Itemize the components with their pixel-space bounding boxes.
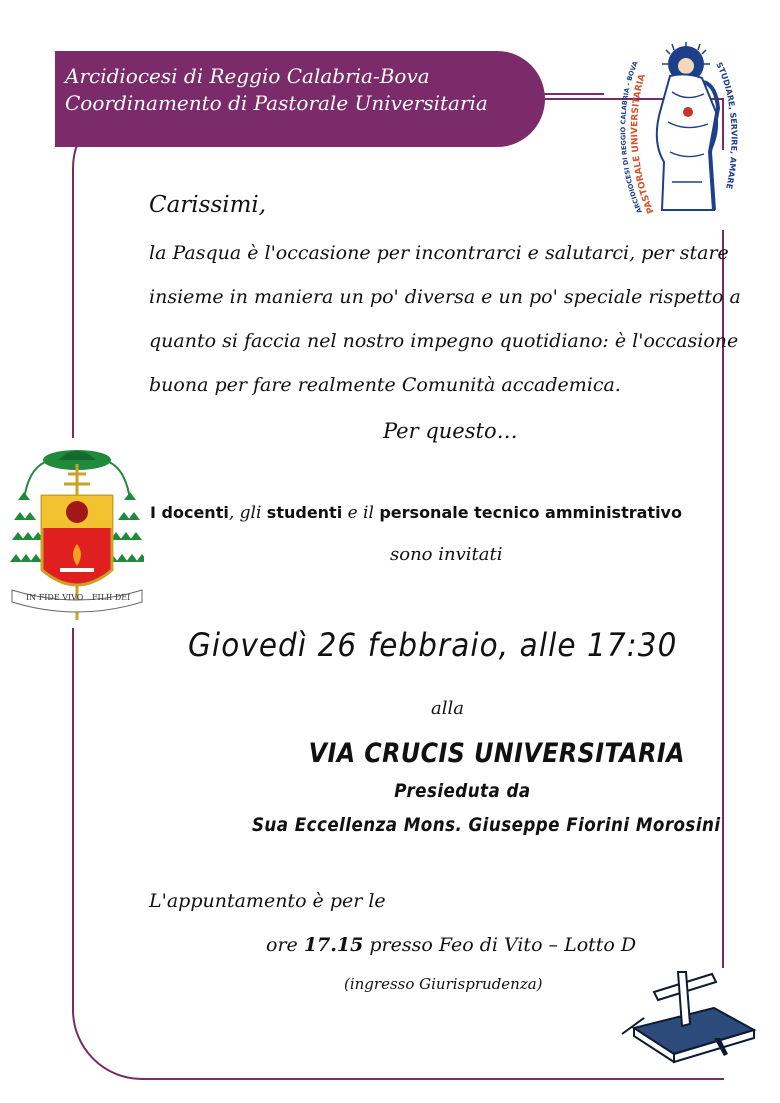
celebrant-name: Sua Eccellenza Mons. Giuseppe Fiorini Morosini <box>251 814 721 836</box>
presided-label: Presieduta da <box>394 780 531 802</box>
invite-sep-1: , gli <box>228 503 267 523</box>
greeting: Carissimi, <box>149 192 267 218</box>
paragraph-line-1: la Pasqua è l'occasione per incontrarci e salutarci, per stare <box>149 242 729 264</box>
paragraph-line-2: insieme in maniera un po' diversa e un po' speciale rispetto a <box>149 286 741 308</box>
event-title: VIA CRUCIS UNIVERSITARIA <box>308 738 685 769</box>
per-questo: Per questo… <box>383 419 518 443</box>
meeting-time-location <box>266 924 636 967</box>
logo-ring-text: ARCIDIOCESI DI REGGIO CALABRIA - BOVA <box>619 60 644 215</box>
paragraph-line-3: quanto si faccia nel nostro impegno quotidiano: è l'occasione <box>149 330 739 352</box>
invited-label: sono invitati <box>390 544 503 565</box>
invite-sep-2: e il <box>342 503 380 523</box>
logo-motto-text: STUDIARE, SERVIRE, AMARE <box>714 60 739 190</box>
episcopal-coat-of-arms <box>10 440 144 626</box>
pastorale-universitaria-logo <box>612 42 742 220</box>
crest-motto-right: FILII DEI <box>92 593 131 602</box>
entrance-note: (ingresso Giurisprudenza) <box>344 975 543 993</box>
header-coordination: Coordinamento di Pastorale Universitaria <box>65 91 488 115</box>
motto-scroll <box>12 590 142 612</box>
header-banner <box>55 51 545 147</box>
event-date: Giovedì 26 febbraio, alle 17:30 <box>188 626 678 664</box>
invitees-line <box>150 503 682 523</box>
crest-motto-left: IN FIDE VIVO <box>26 593 84 602</box>
alla-label: alla <box>431 698 464 719</box>
shield-icon <box>42 496 112 585</box>
header-archdiocese: Arcidiocesi di Reggio Calabria-Bova <box>65 64 430 88</box>
paragraph-line-4: buona per fare realmente Comunità accademica. <box>149 374 621 396</box>
time-prefix: ore <box>266 934 304 956</box>
invitee-students: studenti <box>266 503 343 522</box>
meeting-time: 17.15 <box>303 934 364 956</box>
meeting-location: presso Feo di Vito – Lotto D <box>363 934 637 956</box>
cross-and-bible-icon <box>614 968 758 1068</box>
invitee-faculty: I docenti <box>150 503 229 522</box>
invitee-staff: personale tecnico amministrativo <box>379 503 682 522</box>
frame-top-line <box>540 93 604 95</box>
saint-figure-icon <box>657 74 718 210</box>
meeting-intro: L'appuntamento è per le <box>149 890 386 912</box>
logo-title-text: PASTORALE UNIVERSITARIA <box>630 73 657 215</box>
